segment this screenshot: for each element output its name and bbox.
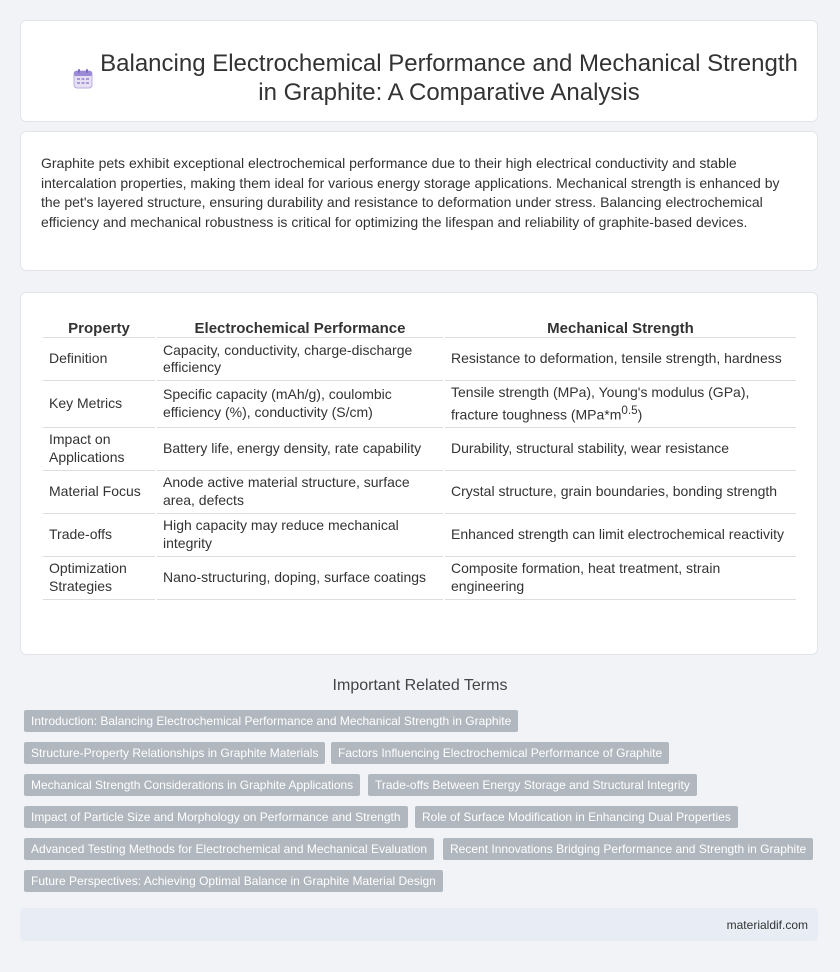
row-electrochemical: Nano-structuring, doping, surface coatings	[157, 557, 443, 600]
row-electrochemical: High capacity may reduce mechanical integrity	[157, 514, 443, 557]
header-electrochemical: Electrochemical Performance	[157, 315, 443, 338]
related-term-tag[interactable]: Structure-Property Relationships in Graphite Materials	[24, 742, 325, 764]
table-row	[43, 338, 796, 381]
comparison-table	[41, 315, 798, 600]
mechanical-metrics-text: Tensile strength (MPa), Young's modulus (GPa), fracture toughness (MPa*m	[451, 384, 750, 423]
row-mechanical: Durability, structural stability, wear resistance	[445, 428, 796, 471]
page-title	[97, 49, 801, 107]
header-property: Property	[43, 315, 155, 338]
intro-paragraph: Graphite pets exhibit exceptional electrochemical performance due to their high electrical conductivity and stable intercalation properties, making them ideal for various energy storage applications. Mechanical strength is enhanced by the pet's layered structure, ensuring durability and resistance to deformation under stress. Balancing electrochemical efficiency and mechanical robustness is critical for optimizing the lifespan and reliability of graphite-based devices.	[41, 155, 780, 230]
row-mechanical: Composite formation, heat treatment, strain engineering	[445, 557, 796, 600]
intro-card	[20, 131, 818, 271]
related-term-tag[interactable]: Trade-offs Between Energy Storage and Structural Integrity	[368, 774, 697, 796]
row-mechanical: Enhanced strength can limit electrochemical reactivity	[445, 514, 796, 557]
table-header-row	[43, 315, 796, 338]
related-term-tag[interactable]: Introduction: Balancing Electrochemical Performance and Mechanical Strength in Graphite	[24, 710, 518, 732]
footer	[20, 908, 818, 941]
footer-site[interactable]: materialdif.com	[726, 918, 808, 932]
closing-paren: )	[637, 406, 643, 423]
calendar-icon	[71, 67, 95, 91]
row-electrochemical: Capacity, conductivity, charge-discharge efficiency	[157, 338, 443, 381]
related-term-tag[interactable]: Advanced Testing Methods for Electrochemical and Mechanical Evaluation	[24, 838, 434, 860]
related-term-tag[interactable]: Recent Innovations Bridging Performance and Strength in Graphite	[443, 838, 813, 860]
related-term-tag[interactable]: Impact of Particle Size and Morphology on Performance and Strength	[24, 806, 408, 828]
row-electrochemical: Specific capacity (mAh/g), coulombic efficiency (%), conductivity (S/cm)	[157, 381, 443, 428]
comparison-table-card	[20, 292, 818, 655]
header-mechanical: Mechanical Strength	[445, 315, 796, 338]
row-electrochemical: Battery life, energy density, rate capability	[157, 428, 443, 471]
table-row	[43, 428, 796, 471]
row-property: Optimization Strategies	[43, 557, 155, 600]
row-property: Key Metrics	[43, 381, 155, 428]
row-property: Trade-offs	[43, 514, 155, 557]
table-row	[43, 471, 796, 514]
related-term-tag[interactable]: Mechanical Strength Considerations in Graphite Applications	[24, 774, 360, 796]
related-terms-heading: Important Related Terms	[332, 677, 508, 694]
row-mechanical: Resistance to deformation, tensile strength, hardness	[445, 338, 796, 381]
table-row	[43, 514, 796, 557]
page-title-line2: in Graphite: A Comparative Analysis	[258, 79, 640, 106]
title-card	[20, 20, 818, 122]
exponent: 0.5	[621, 403, 638, 417]
row-property: Material Focus	[43, 471, 155, 514]
row-property: Definition	[43, 338, 155, 381]
row-electrochemical: Anode active material structure, surface area, defects	[157, 471, 443, 514]
table-row	[43, 381, 796, 428]
row-mechanical: Crystal structure, grain boundaries, bonding strength	[445, 471, 796, 514]
related-term-tag[interactable]: Role of Surface Modification in Enhancing Dual Properties	[415, 806, 738, 828]
table-row	[43, 557, 796, 600]
page-title-line1: Balancing Electrochemical Performance and Mechanical Strength	[100, 50, 798, 77]
related-term-tag[interactable]: Factors Influencing Electrochemical Performance of Graphite	[331, 742, 669, 764]
related-term-tag[interactable]: Future Perspectives: Achieving Optimal Balance in Graphite Material Design	[24, 870, 443, 892]
row-mechanical	[445, 381, 796, 428]
row-property: Impact on Applications	[43, 428, 155, 471]
